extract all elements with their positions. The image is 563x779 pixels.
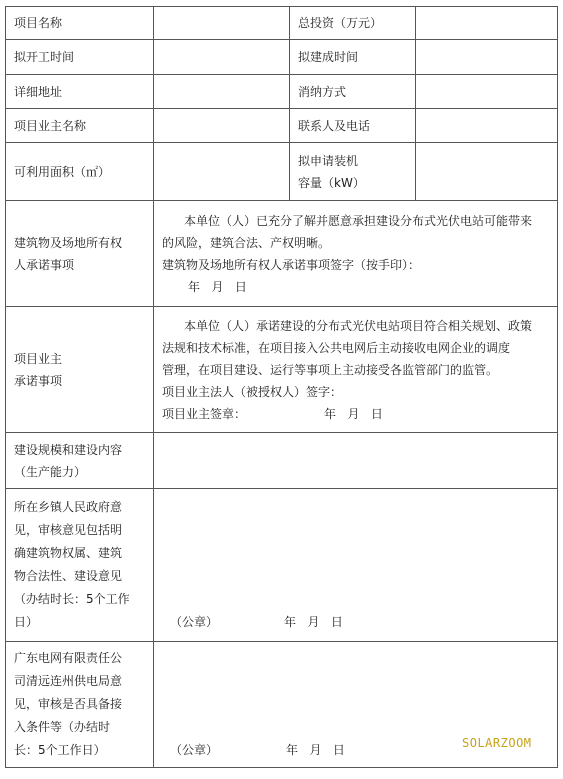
project-owner-label-line1: 项目业主 (14, 351, 63, 366)
grid-label-line4: 入条件等（办结时 (14, 720, 111, 734)
project-name-value[interactable] (154, 7, 290, 40)
building-owner-text-line1: 本单位（人）已充分了解并愿意承担建设分布式光伏电站可能带来 (184, 213, 533, 228)
contact-label: 联系人及电话 (290, 109, 416, 143)
usable-area-label: 可利用面积（㎡） (6, 143, 154, 201)
solarzoom-watermark: SOLARZOOM (462, 736, 532, 750)
planned-start-value[interactable] (154, 40, 290, 75)
usable-area-value[interactable] (154, 143, 290, 201)
township-seal: （公章） (170, 615, 219, 629)
address-value[interactable] (154, 75, 290, 109)
project-owner-text-line4: 项目业主法人（被授权人）签字： (162, 384, 343, 399)
total-investment-label: 总投资（万元） (290, 7, 416, 40)
township-label-line4: 物合法性、建设意见 (14, 569, 123, 583)
consumption-mode-label: 消纳方式 (290, 75, 416, 109)
consumption-mode-value[interactable] (416, 75, 558, 109)
grid-label-line2: 司清远连州供电局意 (14, 674, 123, 688)
project-owner-commitment (154, 307, 558, 433)
row-building-owner (6, 201, 558, 307)
project-owner-label (6, 307, 154, 433)
grid-label-line3: 见，审核是否具备接 (14, 697, 123, 711)
contact-value[interactable] (416, 109, 558, 143)
building-owner-text-line2: 的风险，建筑合法、产权明晰。 (162, 235, 331, 250)
planned-start-label: 拟开工时间 (6, 40, 154, 75)
application-form-table (5, 6, 558, 768)
project-owner-text-line3: 管理，在项目建设、运行等事项上主动接受各监管部门的监管。 (162, 362, 499, 377)
row-project-owner (6, 307, 558, 433)
project-owner-seal: 项目业主签章： (162, 406, 247, 421)
total-investment-value[interactable] (416, 7, 558, 40)
capacity-label-line1: 拟申请装机 (298, 153, 359, 168)
row-township-opinion (6, 489, 558, 642)
building-owner-label-line1: 建筑物及场地所有权 (14, 235, 123, 250)
grid-seal: （公章） (170, 743, 219, 757)
scale-value[interactable] (154, 433, 558, 489)
township-date: 年 月 日 (284, 615, 343, 629)
row-planned-start (6, 40, 558, 75)
project-owner-text-line2: 法规和技术标准，在项目接入公共电网后主动接收电网企业的调度 (162, 340, 511, 355)
township-label-line1: 所在乡镇人民政府意 (14, 500, 123, 514)
township-label-line3: 确建筑物权属、建筑 (14, 546, 123, 560)
row-scale (6, 433, 558, 489)
project-owner-text-line1: 本单位（人）承诺建设的分布式光伏电站项目符合相关规划、政策 (184, 318, 533, 333)
project-name-label: 项目名称 (6, 7, 154, 40)
grid-label (6, 642, 154, 768)
township-label-line6: 日） (14, 615, 39, 629)
building-owner-label (6, 201, 154, 307)
township-seal-row (162, 611, 549, 633)
building-owner-text-line3: 建筑物及场地所有权人承诺事项签字（按手印）： (162, 257, 421, 272)
row-project-name (6, 7, 558, 40)
grid-label-line5: 长：5个工作日） (14, 743, 106, 757)
building-owner-date: 年 月 日 (188, 279, 247, 294)
planned-completion-label: 拟建成时间 (290, 40, 416, 75)
grid-label-line1: 广东电网有限责任公 (14, 651, 123, 665)
owner-name-label: 项目业主名称 (6, 109, 154, 143)
capacity-label-line2: 容量（kW） (298, 175, 365, 190)
project-owner-label-line2: 承诺事项 (14, 373, 63, 388)
capacity-value[interactable] (416, 143, 558, 201)
address-label: 详细地址 (6, 75, 154, 109)
scale-label (6, 433, 154, 489)
township-label-line5: （办结时长：5个工作 (14, 592, 130, 606)
owner-name-value[interactable] (154, 109, 290, 143)
scale-label-line1: 建设规模和建设内容 (14, 442, 123, 457)
row-address (6, 75, 558, 109)
capacity-label (290, 143, 416, 201)
row-owner (6, 109, 558, 143)
building-owner-label-line2: 人承诺事项 (14, 257, 75, 272)
township-opinion-cell[interactable] (154, 489, 558, 642)
building-owner-commitment (154, 201, 558, 307)
planned-completion-value[interactable] (416, 40, 558, 75)
project-owner-seal-row (162, 403, 549, 425)
project-owner-date: 年 月 日 (324, 406, 383, 421)
township-label (6, 489, 154, 642)
township-label-line2: 见，审核意见包括明 (14, 523, 123, 537)
row-area (6, 143, 558, 201)
grid-date: 年 月 日 (286, 743, 345, 757)
scale-label-line2: （生产能力） (14, 464, 87, 479)
